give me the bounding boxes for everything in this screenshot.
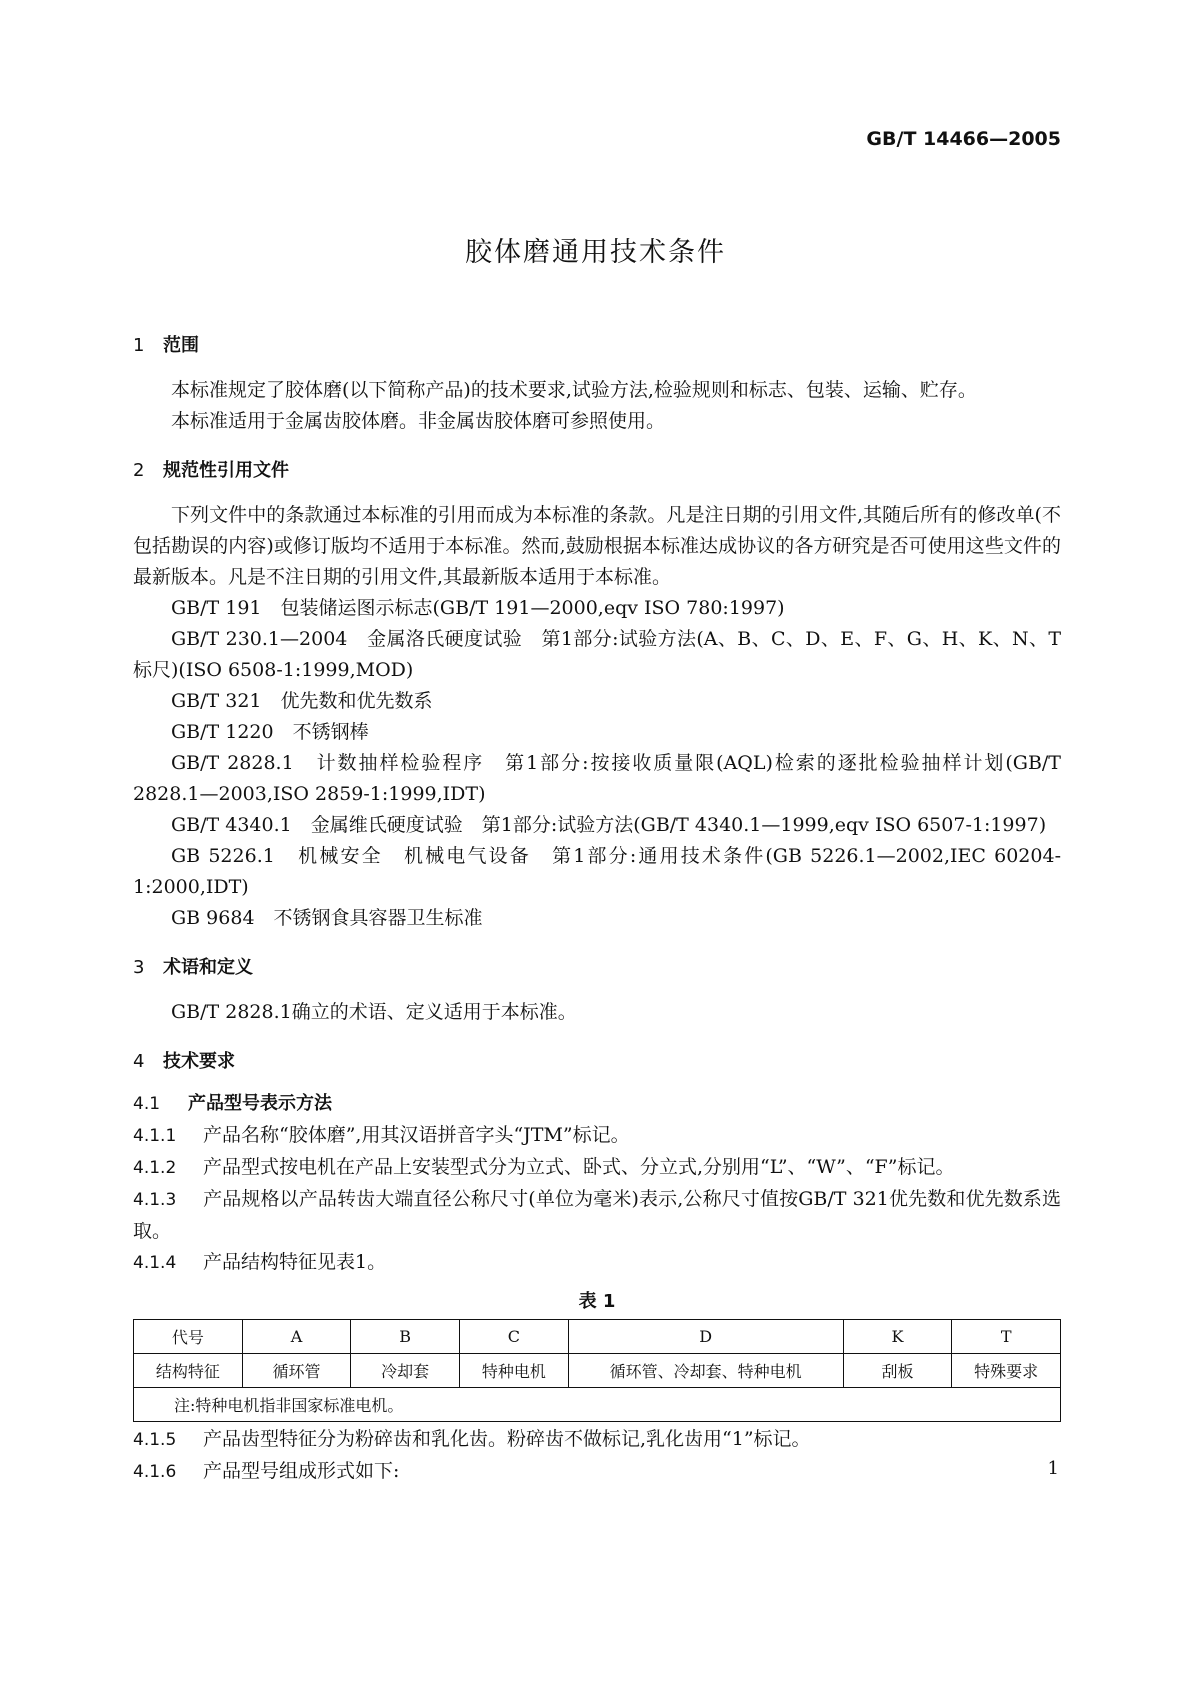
table-cell: K	[843, 1320, 952, 1354]
table-caption: 表 1	[578, 1291, 616, 1312]
section-heading-2: 2 规范性引用文件	[133, 460, 289, 481]
reference-item: GB/T 2828.1 计数抽样检验程序 第1部分:按接收质量限(AQL)检索的逐批检验抽样计划(GB/T 2828.1—2003,ISO 2859-1:1999,IDT)	[133, 752, 1061, 805]
clause-4-1-1: 4.1.1 产品名称“胶体磨”,用其汉语拼音字头“JTM”标记。	[133, 1124, 630, 1146]
clause-4-1-3: 4.1.3 产品规格以产品转齿大端直径公称尺寸(单位为毫米)表示,公称尺寸值按GB/T 321优先数和优先数系选取。	[133, 1188, 1061, 1242]
document-body	[133, 330, 1061, 1488]
reference-item: GB/T 1220 不锈钢棒	[171, 721, 369, 743]
document-title: 胶体磨通用技术条件	[465, 237, 726, 268]
clause-4-1-2: 4.1.2 产品型式按电机在产品上安装型式分为立式、卧式、分立式,分别用“L”、“W”、“F”标记。	[133, 1156, 955, 1178]
standard-code: GB/T 14466—2005	[866, 128, 1061, 150]
paragraph: 下列文件中的条款通过本标准的引用而成为本标准的条款。凡是注日期的引用文件,其随后所有的修改单(不包括勘误的内容)或修订版均不适用于本标准。然而,鼓励根据本标准达成协议的各方研究是否可使用这些文件的最新版本。凡是不注日期的引用文件,其最新版本适用于本标准。	[133, 504, 1061, 588]
table-cell: B	[351, 1320, 460, 1354]
table-cell: 冷却套	[351, 1354, 460, 1388]
table-cell: D	[568, 1320, 843, 1354]
clause-4-1-5: 4.1.5 产品齿型特征分为粉碎齿和乳化齿。粉碎齿不做标记,乳化齿用“1”标记。	[133, 1428, 811, 1450]
paragraph: 本标准适用于金属齿胶体磨。非金属齿胶体磨可参照使用。	[171, 410, 666, 432]
reference-item: GB/T 230.1—2004 金属洛氏硬度试验 第1部分:试验方法(A、B、C、D、E、F、G、H、K、N、T标尺)(ISO 6508-1:1999,MOD)	[133, 628, 1061, 681]
clause-4-1-6: 4.1.6 产品型号组成形式如下:	[133, 1460, 400, 1482]
page-number: 1	[1047, 1458, 1059, 1479]
reference-item: GB 5226.1 机械安全 机械电气设备 第1部分:通用技术条件(GB 5226.1—2002,IEC 60204-1:2000,IDT)	[133, 845, 1061, 898]
table-cell: 代号	[134, 1320, 243, 1354]
table-note-row	[134, 1388, 1061, 1422]
table-cell: 循环管、冷却套、特种电机	[568, 1354, 843, 1388]
table-cell: T	[952, 1320, 1061, 1354]
paragraph: 本标准规定了胶体磨(以下简称产品)的技术要求,试验方法,检验规则和标志、包装、运输、贮存。	[171, 379, 977, 401]
table-cell: C	[460, 1320, 569, 1354]
table-cell: A	[242, 1320, 351, 1354]
section-heading-1: 1 范围	[133, 335, 199, 356]
table-cell: 特种电机	[460, 1354, 569, 1388]
table-note: 注:特种电机指非国家标准电机。	[134, 1388, 1061, 1422]
table-cell: 刮板	[843, 1354, 952, 1388]
table-row	[134, 1320, 1061, 1354]
subsection-heading-4-1: 4.1 产品型号表示方法	[133, 1093, 332, 1114]
section-heading-4: 4 技术要求	[133, 1051, 235, 1072]
reference-item: GB/T 191 包装储运图示标志(GB/T 191—2000,eqv ISO 780:1997)	[171, 597, 785, 619]
structure-feature-table	[133, 1319, 1061, 1422]
reference-item: GB/T 321 优先数和优先数系	[171, 690, 433, 712]
table-cell: 循环管	[242, 1354, 351, 1388]
reference-item: GB/T 4340.1 金属维氏硬度试验 第1部分:试验方法(GB/T 4340.1—1999,eqv ISO 6507-1:1997)	[171, 814, 1047, 836]
table-row	[134, 1354, 1061, 1388]
reference-item: GB 9684 不锈钢食具容器卫生标准	[171, 907, 483, 929]
table-cell: 结构特征	[134, 1354, 243, 1388]
table-cell: 特殊要求	[952, 1354, 1061, 1388]
section-heading-3: 3 术语和定义	[133, 957, 253, 978]
paragraph: GB/T 2828.1确立的术语、定义适用于本标准。	[171, 1001, 577, 1023]
clause-4-1-4: 4.1.4 产品结构特征见表1。	[133, 1251, 387, 1273]
